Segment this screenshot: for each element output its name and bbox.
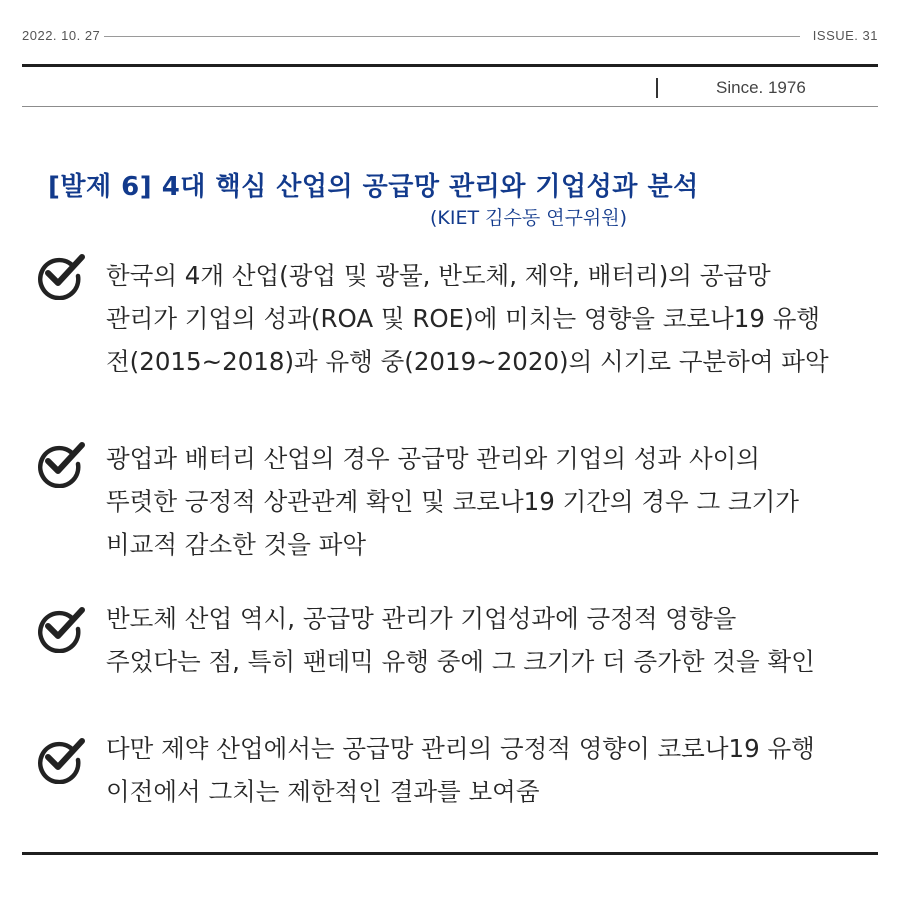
text-line: 비교적 감소한 것을 파악 [106,530,367,559]
since-label: Since. 1976 [716,78,806,97]
check-circle-icon [34,601,86,653]
text-line: 광업과 배터리 산업의 경우 공급망 관리와 기업의 성과 사이의 [106,444,760,473]
text-line: 관리가 기업의 성과(ROA 및 ROE)에 미치는 영향을 코로나19 유행 [106,304,821,333]
bottom-rule [22,852,878,855]
issue-date: 2022. 10. 27 [22,28,101,43]
text-line: 주었다는 점, 특히 팬데믹 유행 중에 그 크기가 더 증가한 것을 확인 [106,647,815,676]
check-circle-icon [34,436,86,488]
text-line: 반도체 산업 역시, 공급망 관리가 기업성과에 긍정적 영향을 [106,604,737,633]
text-line: 이전에서 그치는 제한적인 결과를 보여줌 [106,777,540,806]
text-line: 다만 제약 산업에서는 공급망 관리의 긍정적 영향이 코로나19 유행 [106,734,815,763]
presenter-label: (KIET 김수동 연구위원) [430,207,628,229]
list-item-text [106,254,886,383]
check-circle-icon [34,732,86,784]
text-line: 뚜렷한 긍정적 상관관계 확인 및 코로나19 기간의 경우 그 크기가 [106,487,799,516]
page-title: [발제 6] 4대 핵심 산업의 공급망 관리와 기업성과 분석 [48,172,699,202]
list-item-text [106,437,886,566]
list-item-text [106,727,886,813]
check-circle-icon [34,248,86,300]
text-line: 한국의 4개 산업(광업 및 광물, 반도체, 제약, 배터리)의 공급망 [106,261,771,290]
issue-number: ISSUE. 31 [812,28,878,43]
list-item-text [106,597,886,683]
text-line: 전(2015~2018)과 유행 중(2019~2020)의 시기로 구분하여 파악 [106,347,829,376]
